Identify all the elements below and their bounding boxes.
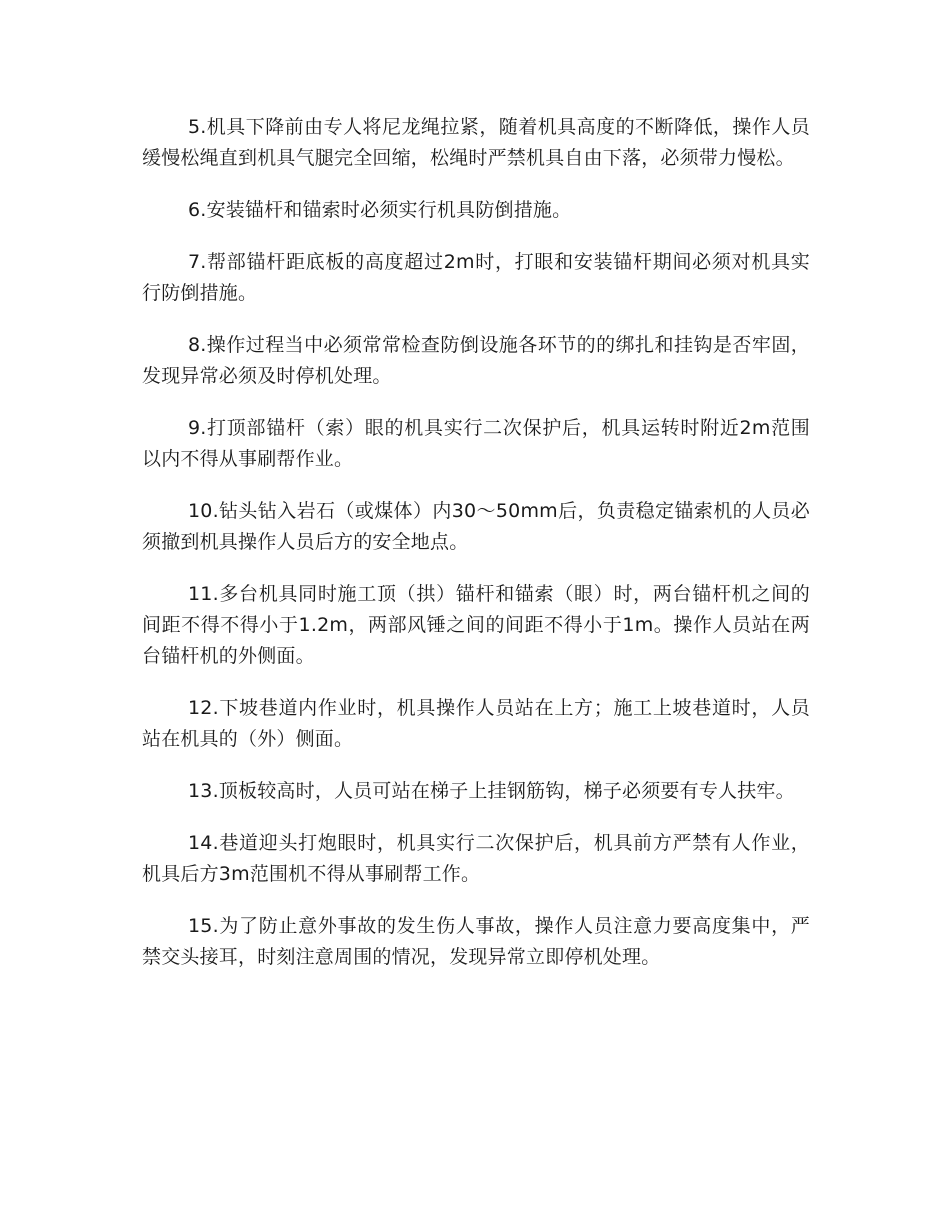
- paragraph-item-8: 8.操作过程当中必须常常检查防倒设施各环节的的绑扎和挂钩是否牢固，发现异常必须及时停机处理。: [142, 334, 810, 387]
- paragraph-item-9: 9.打顶部锚杆（索）眼的机具实行二次保护后，机具运转时附近2m范围以内不得从事刷帮作业。: [142, 417, 810, 470]
- paragraph-item-14: 14.巷道迎头打炮眼时，机具实行二次保护后，机具前方严禁有人作业，机具后方3m范围机不得从事刷帮工作。: [142, 832, 810, 885]
- document-body: [142, 112, 810, 994]
- paragraph-item-7: 7.帮部锚杆距底板的高度超过2m时，打眼和安装锚杆期间必须对机具实行防倒措施。: [142, 251, 810, 304]
- paragraph-item-10: 10.钻头钻入岩石（或煤体）内30～50mm后，负责稳定锚索机的人员必须撤到机具操作人员后方的安全地点。: [142, 500, 810, 553]
- paragraph-item-11: 11.多台机具同时施工顶（拱）锚杆和锚索（眼）时，两台锚杆机之间的间距不得不得小于1.2m，两部风锤之间的间距不得小于1m。操作人员站在两台锚杆机的外侧面。: [142, 583, 810, 667]
- paragraph-item-6: 6.安装锚杆和锚索时必须实行机具防倒措施。: [188, 199, 572, 221]
- paragraph-item-15: 15.为了防止意外事故的发生伤人事故，操作人员注意力要高度集中，严禁交头接耳，时刻注意周围的情况，发现异常立即停机处理。: [142, 915, 810, 968]
- paragraph-item-12: 12.下坡巷道内作业时，机具操作人员站在上方；施工上坡巷道时，人员站在机具的（外）侧面。: [142, 697, 810, 750]
- paragraph-item-5: 5.机具下降前由专人将尼龙绳拉紧，随着机具高度的不断降低，操作人员缓慢松绳直到机具气腿完全回缩，松绳时严禁机具自由下落，必须带力慢松。: [142, 116, 810, 169]
- paragraph-item-13: 13.顶板较高时，人员可站在梯子上挂钢筋钩，梯子必须要有专人扶牢。: [188, 780, 795, 802]
